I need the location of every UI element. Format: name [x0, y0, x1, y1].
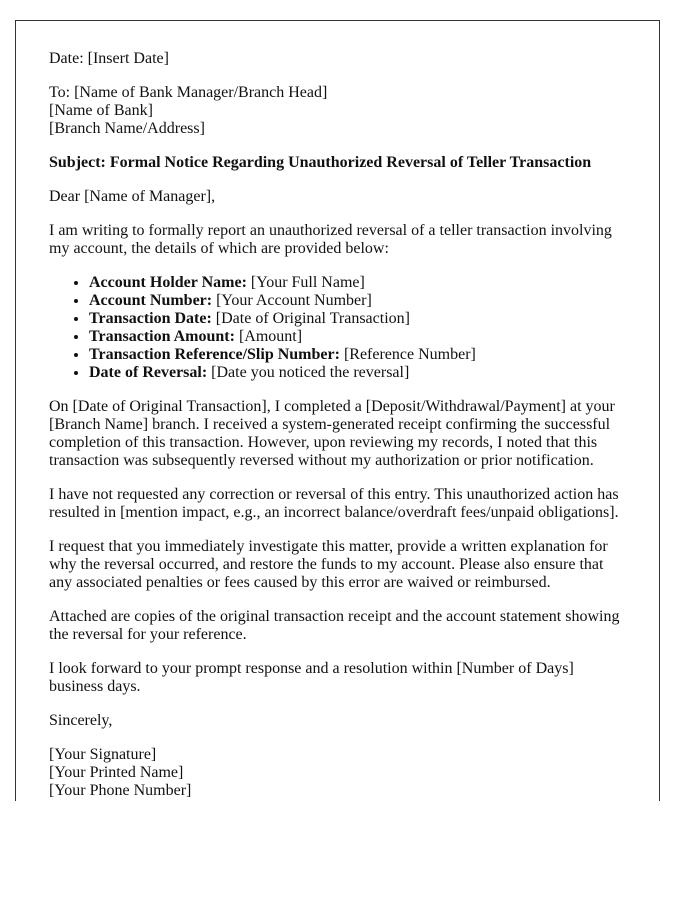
- detail-item-date-of-reversal: [89, 364, 626, 382]
- paragraph-attachments: Attached are copies of the original transaction receipt and the account statement showing the reversal for your reference.: [49, 608, 620, 643]
- detail-value: [Date you noticed the reversal]: [207, 364, 410, 381]
- closing: Sincerely,: [49, 712, 113, 729]
- paragraph-transaction-account: On [Date of Original Transaction], I completed a [Deposit/Withdrawal/Payment] at your [Branch Name] branch. I received a system-generated receipt confirming the successful completion of this transaction. However, upon reviewing my records, I noted that this transaction was subsequently reversed without my authorization or prior notification.: [49, 398, 615, 469]
- detail-value: [Your Full Name]: [246, 274, 365, 291]
- detail-value: [Date of Original Transaction]: [211, 310, 410, 327]
- recipient-branch-address: [Branch Name/Address]: [49, 120, 205, 137]
- recipient-to-line: To: [Name of Bank Manager/Branch Head]: [49, 84, 328, 101]
- detail-value: [Amount]: [234, 328, 303, 345]
- paragraph-closing-request: I look forward to your prompt response and a resolution within [Number of Days] business days.: [49, 660, 574, 695]
- phone-number-line: [Your Phone Number]: [49, 782, 192, 799]
- detail-value: [Reference Number]: [339, 346, 476, 363]
- letter-page: [15, 20, 660, 801]
- paragraph-request: I request that you immediately investigate this matter, provide a written explanation for why the reversal occurred, and restore the funds to my account. Please also ensure that any associated penalties or fees caused by this error are waived or reimbursed.: [49, 538, 608, 591]
- subject-line: Subject: Formal Notice Regarding Unauthorized Reversal of Teller Transaction: [49, 154, 592, 171]
- detail-value: [Your Account Number]: [212, 292, 372, 309]
- signature-line: [Your Signature]: [49, 746, 157, 763]
- detail-item-account-number: [89, 292, 626, 310]
- detail-label: Account Holder Name:: [89, 274, 247, 291]
- recipient-block: [49, 84, 626, 138]
- signature-block: [49, 746, 626, 800]
- paragraph-impact: I have not requested any correction or reversal of this entry. This unauthorized action has resulted in [mention impact, e.g., an incorrect balance/overdraft fees/unpaid obligations].: [49, 486, 619, 521]
- transaction-details-list: [49, 274, 626, 382]
- detail-label: Date of Reversal:: [89, 364, 208, 381]
- detail-label: Account Number:: [89, 292, 213, 309]
- detail-item-reference-number: [89, 346, 626, 364]
- detail-item-transaction-amount: [89, 328, 626, 346]
- detail-item-transaction-date: [89, 310, 626, 328]
- detail-label: Transaction Amount:: [89, 328, 235, 345]
- detail-label: Transaction Reference/Slip Number:: [89, 346, 340, 363]
- date-line: Date: [Insert Date]: [49, 50, 169, 67]
- printed-name-line: [Your Printed Name]: [49, 764, 184, 781]
- recipient-bank-name: [Name of Bank]: [49, 102, 153, 119]
- intro-paragraph: I am writing to formally report an unauthorized reversal of a teller transaction involving my account, the details of which are provided below:: [49, 222, 612, 257]
- detail-item-account-holder-name: [89, 274, 626, 292]
- salutation: Dear [Name of Manager],: [49, 188, 216, 205]
- detail-label: Transaction Date:: [89, 310, 212, 327]
